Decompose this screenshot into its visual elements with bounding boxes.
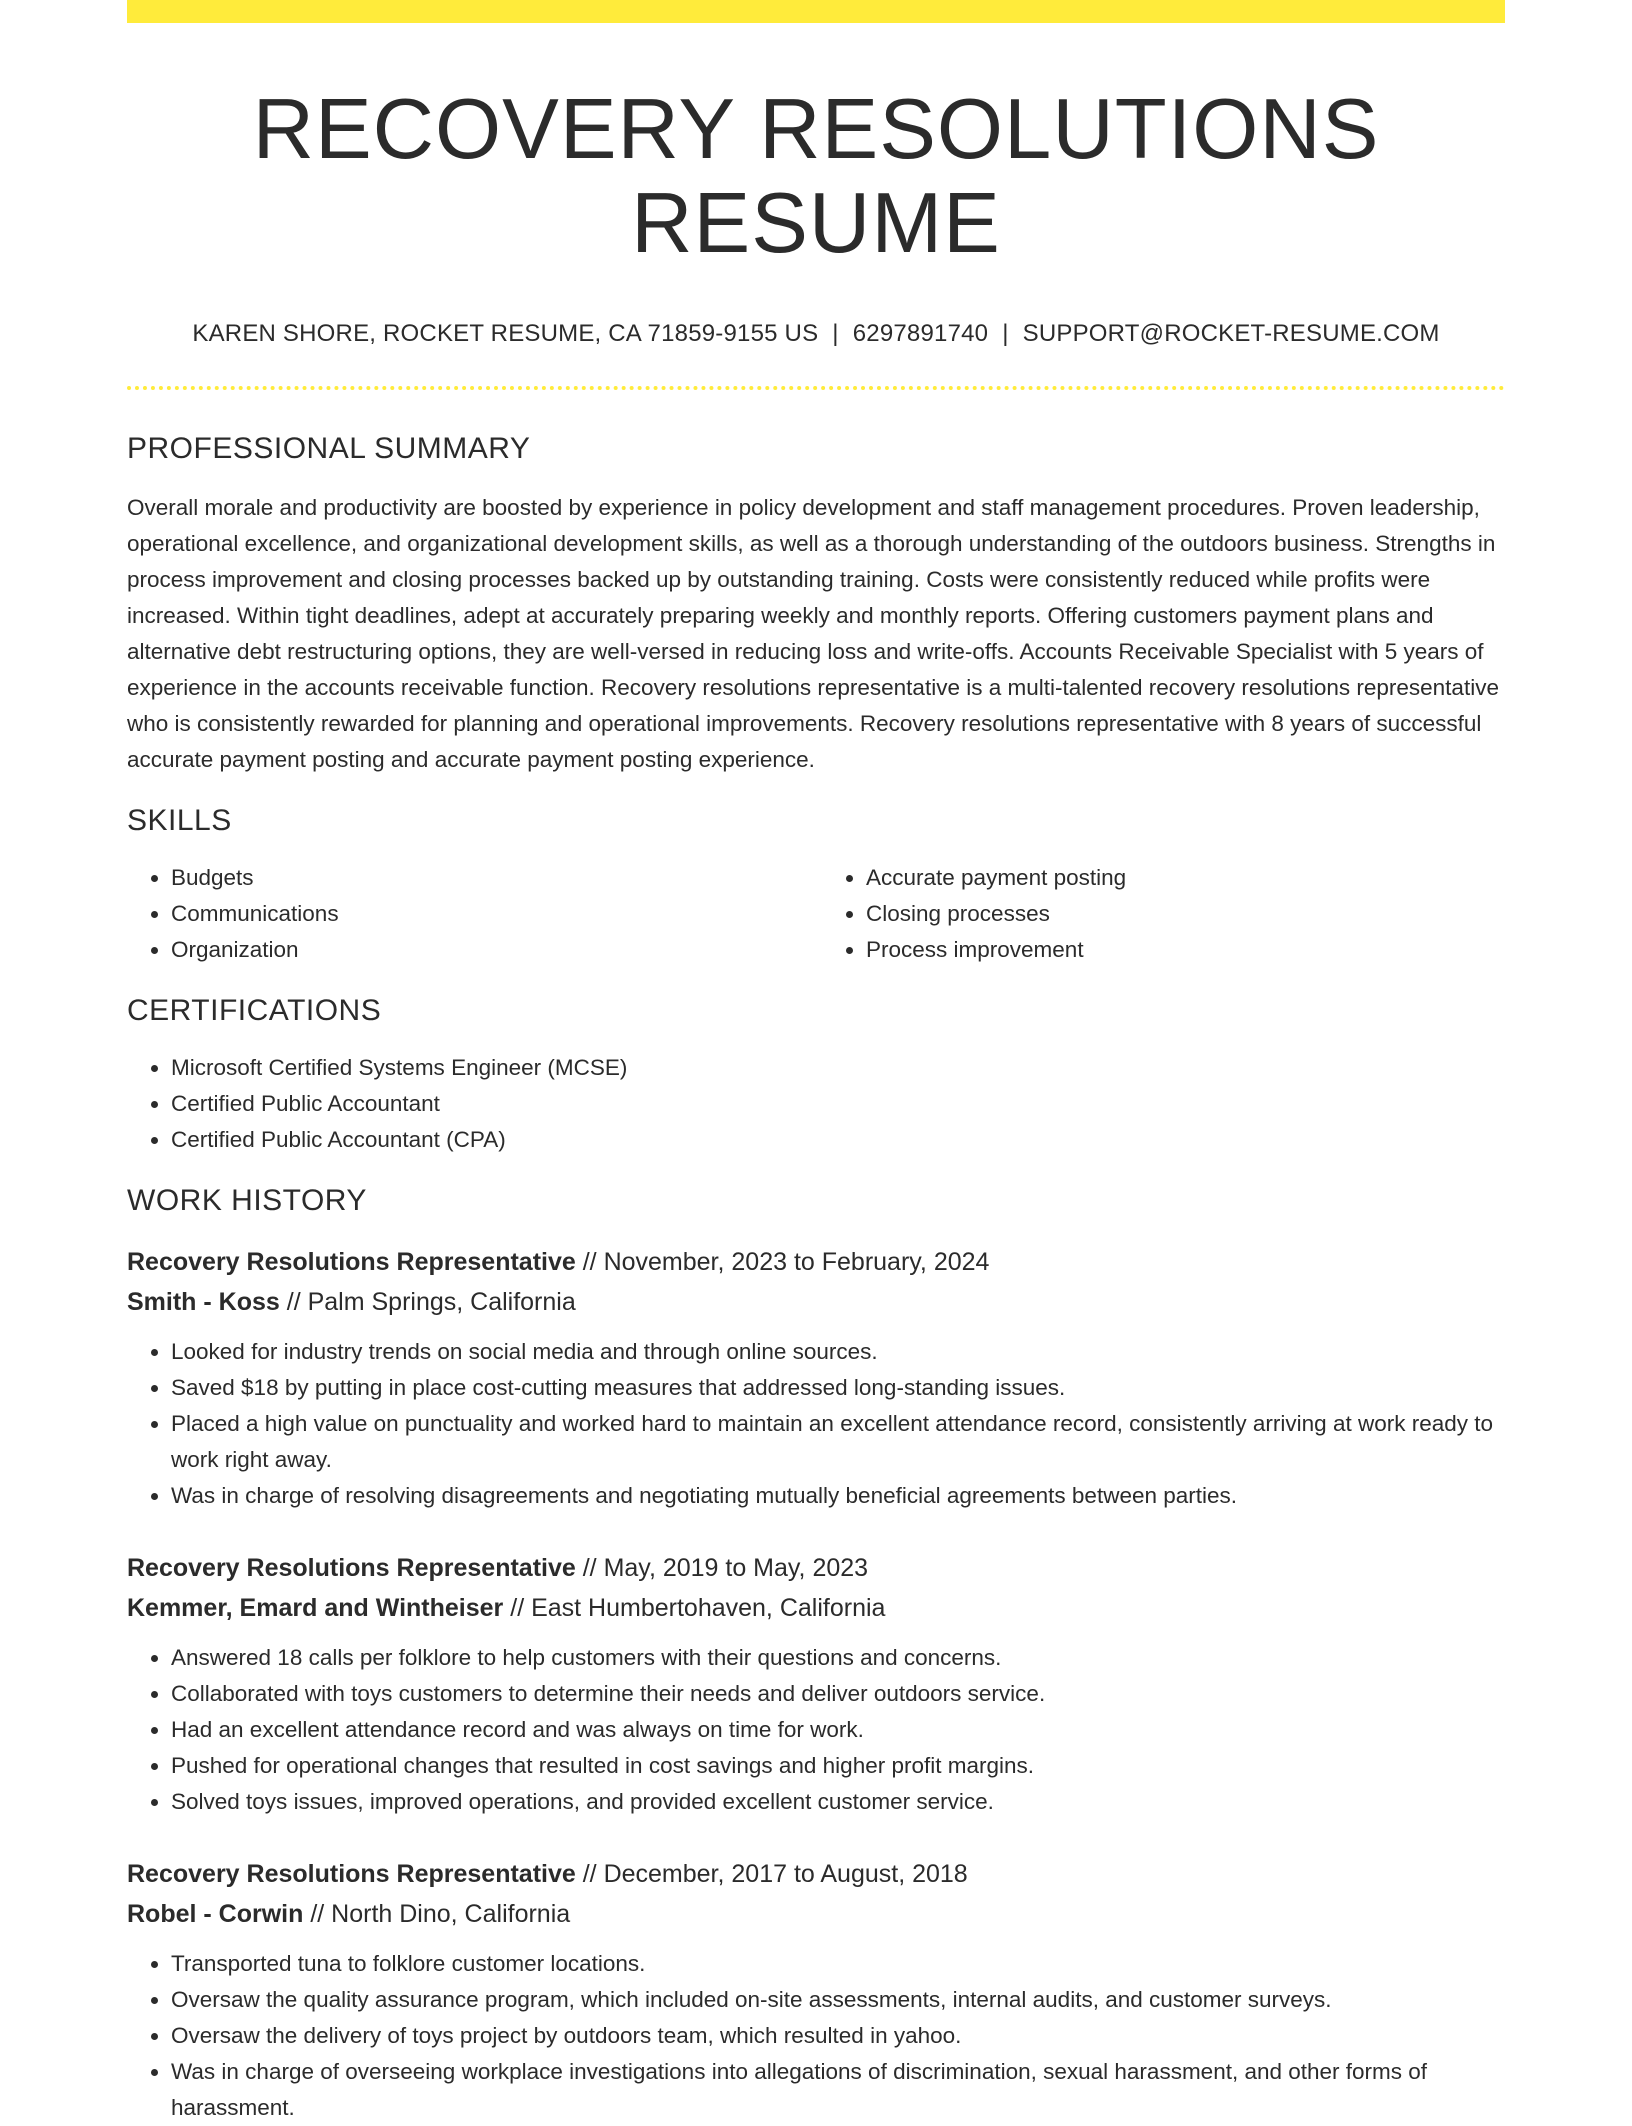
job-company: Robel - Corwin	[127, 1900, 304, 1928]
job-company-line	[127, 1894, 1505, 1934]
job-title: Recovery Resolutions Representative	[127, 1860, 576, 1888]
contact-email: SUPPORT@ROCKET-RESUME.COM	[1022, 320, 1440, 347]
summary-heading: PROFESSIONAL SUMMARY	[127, 432, 531, 465]
header-divider	[127, 386, 1505, 390]
job-entry	[127, 1548, 1505, 1820]
skill-item: • Accurate payment posting	[866, 860, 1505, 896]
job-bullet: • Placed a high value on punctuality and worked hard to maintain an excellent attendance record, consistently arriving at work ready to work right away.	[171, 1406, 1505, 1478]
skill-item: • Process improvement	[866, 932, 1505, 968]
skill-item: • Communications	[171, 896, 816, 932]
summary-text: Overall morale and productivity are boosted by experience in policy development and staff management procedures. Proven leadership, operational excellence, and organizational development skills, as well as a thorough understanding of the outdoors business. Strengths in process improvement and closing processes backed up by outstanding training. Costs were consistently reduced while profits were increased. Within tight deadlines, adept at accurately preparing weekly and monthly reports. Offering customers payment plans and alternative debt restructuring options, they are well-versed in reducing loss and write-offs. Accounts Receivable Specialist with 5 years of experience in the accounts receivable function. Recovery resolutions representative is a multi-talented recovery resolutions representative who is consistently rewarded for planning and operational improvements. Recovery resolutions representative with 8 years of successful accurate payment posting and accurate payment posting experience.	[127, 495, 1499, 772]
job-bullets	[127, 1334, 1505, 1514]
job-location: // Palm Springs, California	[279, 1288, 576, 1316]
skill-item: • Closing processes	[866, 896, 1505, 932]
job-title-line	[127, 1854, 1505, 1894]
job-dates: // December, 2017 to August, 2018	[575, 1860, 968, 1888]
job-location: // North Dino, California	[303, 1900, 571, 1928]
job-bullets	[127, 1640, 1505, 1820]
job-bullet: • Looked for industry trends on social media and through online sources.	[171, 1334, 1505, 1370]
skill-item: • Organization	[171, 932, 816, 968]
contact-separator: |	[1002, 320, 1009, 347]
job-title: Recovery Resolutions Representative	[127, 1248, 576, 1276]
job-dates: // May, 2019 to May, 2023	[575, 1554, 869, 1582]
job-bullet: • Transported tuna to folklore customer locations.	[171, 1946, 1505, 1982]
job-bullet: • Was in charge of overseeing workplace investigations into allegations of discrimination, sexual harassment, and other forms of harassment.	[171, 2054, 1505, 2126]
accent-bar	[127, 0, 1505, 23]
certifications-heading: CERTIFICATIONS	[127, 994, 382, 1027]
work-history-heading: WORK HISTORY	[127, 1184, 367, 1217]
skills-column-1	[127, 860, 816, 968]
certifications-list	[127, 1050, 1505, 1158]
job-bullet: • Answered 18 calls per folklore to help customers with their questions and concerns.	[171, 1640, 1505, 1676]
job-bullets	[127, 1946, 1505, 2126]
job-bullet: • Saved $18 by putting in place cost-cutting measures that addressed long-standing issues.	[171, 1370, 1505, 1406]
job-bullet: • Oversaw the delivery of toys project by outdoors team, which resulted in yahoo.	[171, 2018, 1505, 2054]
job-company: Kemmer, Emard and Wintheiser	[127, 1594, 504, 1622]
skill-item: • Budgets	[171, 860, 816, 896]
job-bullet: • Pushed for operational changes that resulted in cost savings and higher profit margins.	[171, 1748, 1505, 1784]
job-bullet: • Had an excellent attendance record and was always on time for work.	[171, 1712, 1505, 1748]
resume-page	[127, 0, 1505, 2126]
skills-list	[127, 860, 1505, 968]
job-bullet: • Solved toys issues, improved operations, and provided excellent customer service.	[171, 1784, 1505, 1820]
job-company-line	[127, 1282, 1505, 1322]
skills-column-2	[816, 860, 1505, 968]
job-company-line	[127, 1588, 1505, 1628]
resume-title: RECOVERY RESOLUTIONS RESUME	[252, 82, 1380, 271]
job-bullet: • Collaborated with toys customers to determine their needs and deliver outdoors service.	[171, 1676, 1505, 1712]
job-company: Smith - Koss	[127, 1288, 280, 1316]
job-title-line	[127, 1548, 1505, 1588]
job-entry	[127, 1854, 1505, 2126]
certification-item: • Microsoft Certified Systems Engineer (MCSE)	[171, 1050, 1505, 1086]
job-entry	[127, 1242, 1505, 1514]
certification-item: • Certified Public Accountant	[171, 1086, 1505, 1122]
job-location: // East Humbertohaven, California	[503, 1594, 886, 1622]
job-title-line	[127, 1242, 1505, 1282]
contact-address: KAREN SHORE, ROCKET RESUME, CA 71859-9155 US	[192, 320, 819, 347]
contact-line	[127, 320, 1505, 348]
job-bullet: • Was in charge of resolving disagreements and negotiating mutually beneficial agreements between parties.	[171, 1478, 1505, 1514]
certification-item: • Certified Public Accountant (CPA)	[171, 1122, 1505, 1158]
job-bullet: • Oversaw the quality assurance program, which included on-site assessments, internal audits, and customer surveys.	[171, 1982, 1505, 2018]
job-title: Recovery Resolutions Representative	[127, 1554, 576, 1582]
job-dates: // November, 2023 to February, 2024	[575, 1248, 990, 1276]
skills-heading: SKILLS	[127, 804, 232, 837]
contact-phone: 6297891740	[852, 320, 989, 347]
contact-separator: |	[832, 320, 839, 347]
